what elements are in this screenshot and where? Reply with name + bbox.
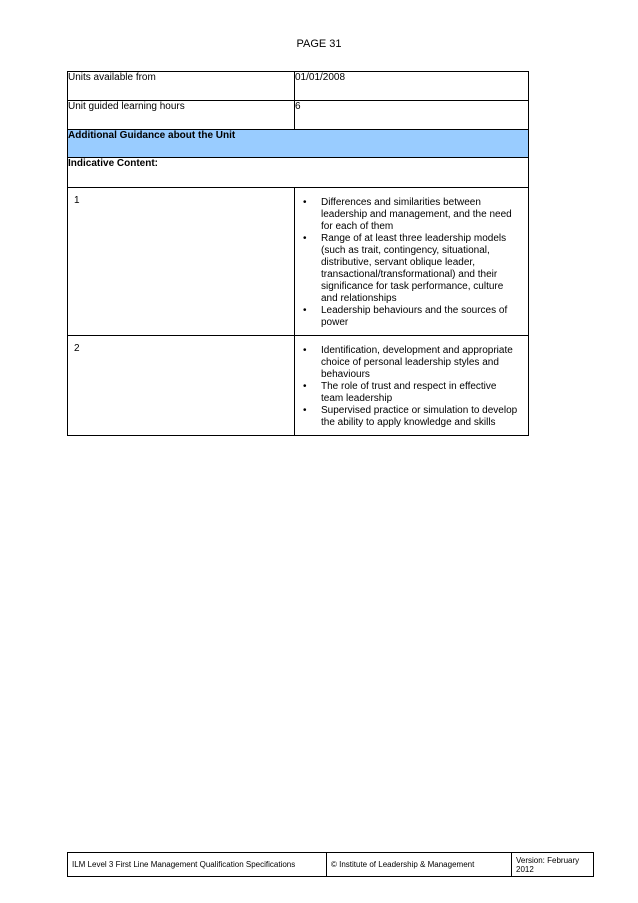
content-section-row bbox=[68, 188, 529, 336]
section-content bbox=[295, 188, 529, 336]
section-content bbox=[295, 336, 529, 436]
units-available-label: Units available from bbox=[68, 72, 295, 101]
bullet-text: Leadership behaviours and the sources of power bbox=[321, 305, 508, 328]
bullet-icon: • bbox=[303, 381, 307, 392]
list-item bbox=[295, 305, 518, 329]
bullet-list bbox=[295, 197, 518, 329]
table-row bbox=[68, 101, 529, 130]
list-item bbox=[295, 233, 518, 305]
table-row bbox=[68, 72, 529, 101]
list-item bbox=[295, 197, 518, 233]
bullet-text: Differences and similarities between leadership and management, and the need for each of them bbox=[321, 197, 512, 232]
list-item bbox=[295, 345, 518, 381]
guidance-heading-row bbox=[68, 130, 529, 158]
list-item bbox=[295, 405, 518, 429]
list-item bbox=[295, 381, 518, 405]
footer-row bbox=[68, 853, 594, 877]
bullet-text: Identification, development and appropriate choice of personal leadership styles and behaviours bbox=[321, 345, 513, 380]
bullet-icon: • bbox=[303, 405, 307, 416]
unit-details-table bbox=[67, 71, 529, 436]
indicative-heading-row bbox=[68, 158, 529, 188]
section-number: 1 bbox=[68, 188, 295, 336]
footer-spec-title: ILM Level 3 First Line Management Qualification Specifications bbox=[68, 853, 327, 877]
bullet-text: Supervised practice or simulation to develop the ability to apply knowledge and skills bbox=[321, 405, 518, 428]
bullet-icon: • bbox=[303, 197, 307, 208]
guidance-heading: Additional Guidance about the Unit bbox=[68, 130, 529, 158]
page-footer bbox=[67, 852, 594, 877]
footer-copyright: © Institute of Leadership & Management bbox=[327, 853, 512, 877]
bullet-icon: • bbox=[303, 345, 307, 356]
bullet-icon: • bbox=[303, 233, 307, 244]
learning-hours-label: Unit guided learning hours bbox=[68, 101, 295, 130]
bullet-text: Range of at least three leadership models (such as trait, contingency, situational, distributive, servant oblique leader, transactional/transformational) and their significance for task performance, culture and relationships bbox=[321, 233, 507, 304]
bullet-list bbox=[295, 345, 518, 429]
indicative-heading: Indicative Content: bbox=[68, 158, 529, 188]
units-available-value: 01/01/2008 bbox=[295, 72, 529, 101]
content-section-row bbox=[68, 336, 529, 436]
section-number: 2 bbox=[68, 336, 295, 436]
learning-hours-value: 6 bbox=[295, 101, 529, 130]
page-number-header: PAGE 31 bbox=[296, 38, 342, 50]
footer-version: Version: February 2012 bbox=[512, 853, 594, 877]
bullet-icon: • bbox=[303, 305, 307, 316]
bullet-text: The role of trust and respect in effective team leadership bbox=[321, 381, 497, 404]
